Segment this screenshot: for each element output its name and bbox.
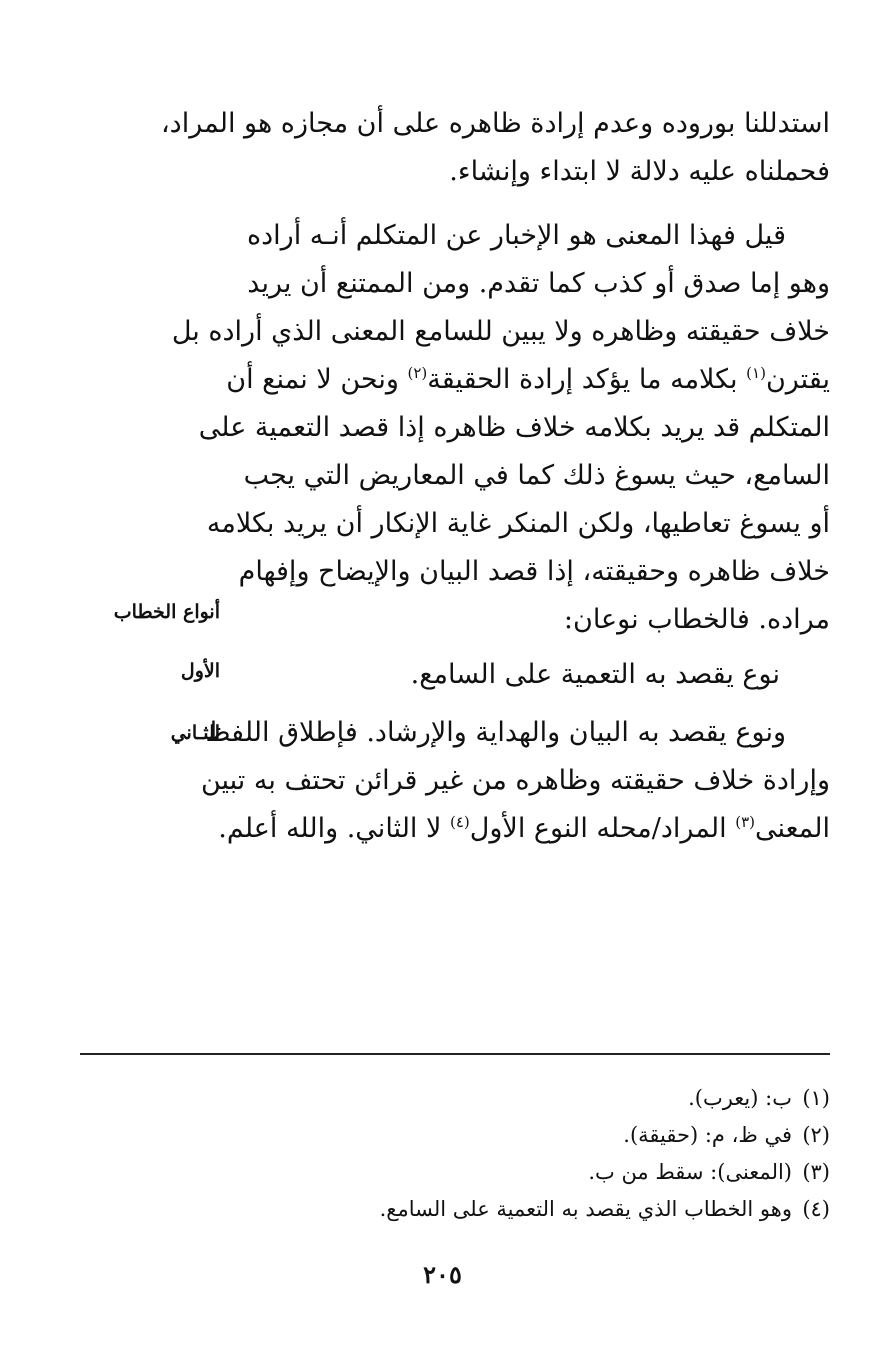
type-one-line	[240, 651, 830, 699]
text-line: خلاف حقيقته وظاهره ولا يبين للسامع المعنى الذي أراده بل	[171, 316, 830, 347]
margin-note-kinds: أنواع الخطاب	[113, 601, 220, 623]
text-segment: بكلامه ما يؤكد إرادة الحقيقة	[427, 364, 738, 395]
text-line: استدللنا بوروده وعدم إرادة ظاهره على أن مجازه هو المراد،	[160, 108, 830, 139]
footnote-number: (٢)	[802, 1123, 830, 1147]
text-line: ونوع يقصد به البيان والهداية والإرشاد. فإطلاق اللفظ	[205, 717, 786, 748]
footnote-text: في ظ، م: (حقيقة).	[623, 1123, 792, 1147]
margin-note-first: الأول	[180, 660, 220, 682]
text-segment: لا الثاني. والله أعلم.	[218, 813, 442, 844]
footnote-1	[190, 1080, 830, 1117]
text-line: فحملناه عليه دلالة لا ابتداء وإنشاء.	[449, 156, 830, 187]
footnote-text: (المعنى): سقط من ب.	[588, 1160, 792, 1184]
type-two-paragraph	[200, 709, 830, 853]
text-line: المتكلم قد يريد بكلامه خلاف ظاهره إذا قصد التعمية على	[198, 412, 830, 443]
text-line: نوع يقصد به التعمية على السامع.	[410, 659, 780, 690]
footnote-ref-3[interactable]: (٣)	[735, 813, 755, 831]
text-segment: المراد/محله النوع الأول	[469, 813, 727, 844]
footnote-number: (٤)	[802, 1197, 830, 1221]
text-line	[218, 805, 830, 853]
footnote-text: ب: (يعرب).	[688, 1086, 792, 1110]
text-line: أو يسوغ تعاطيها، ولكن المنكر غاية الإنكار أن يريد بكلامه	[206, 508, 830, 539]
footnote-2	[190, 1117, 830, 1154]
footnote-separator	[80, 1053, 830, 1055]
text-segment: يقترن	[765, 364, 830, 395]
text-line: مراده. فالخطاب نوعان:	[563, 604, 830, 635]
text-segment: ونحن لا نمنع أن	[226, 364, 399, 395]
text-segment: المعنى	[754, 813, 830, 844]
margin-note-second: الثـاني	[170, 722, 220, 744]
footnote-ref-2[interactable]: (٢)	[407, 364, 428, 382]
footnote-number: (٣)	[802, 1160, 830, 1184]
text-line: السامع، حيث يسوغ ذلك كما في المعاريض التي يجب	[243, 460, 830, 491]
text-line: قيل فهذا المعنى هو الإخبار عن المتكلم أنـه أراده	[247, 220, 786, 251]
text-line: وهو إما صدق أو كذب كما تقدم. ومن الممتنع أن يريد	[247, 268, 830, 299]
paragraph-2	[171, 212, 830, 644]
footnotes	[190, 1080, 830, 1228]
footnote-4	[190, 1191, 830, 1228]
footnote-number: (١)	[802, 1086, 830, 1110]
footnote-ref-4[interactable]: (٤)	[450, 813, 470, 831]
text-line: وإرادة خلاف حقيقته وظاهره من غير قرائن تحتف به تبين	[200, 765, 830, 796]
footnote-text: وهو الخطاب الذي يقصد به التعمية على السامع.	[379, 1197, 792, 1221]
text-line	[226, 356, 830, 404]
text-line: خلاف ظاهره وحقيقته، إذا قصد البيان والإيضاح وإفهام	[238, 556, 830, 587]
footnote-3	[190, 1154, 830, 1191]
page-number: ٢٠٥	[423, 1260, 462, 1289]
footnote-ref-1[interactable]: (١)	[746, 364, 766, 382]
paragraph-1	[160, 100, 830, 196]
